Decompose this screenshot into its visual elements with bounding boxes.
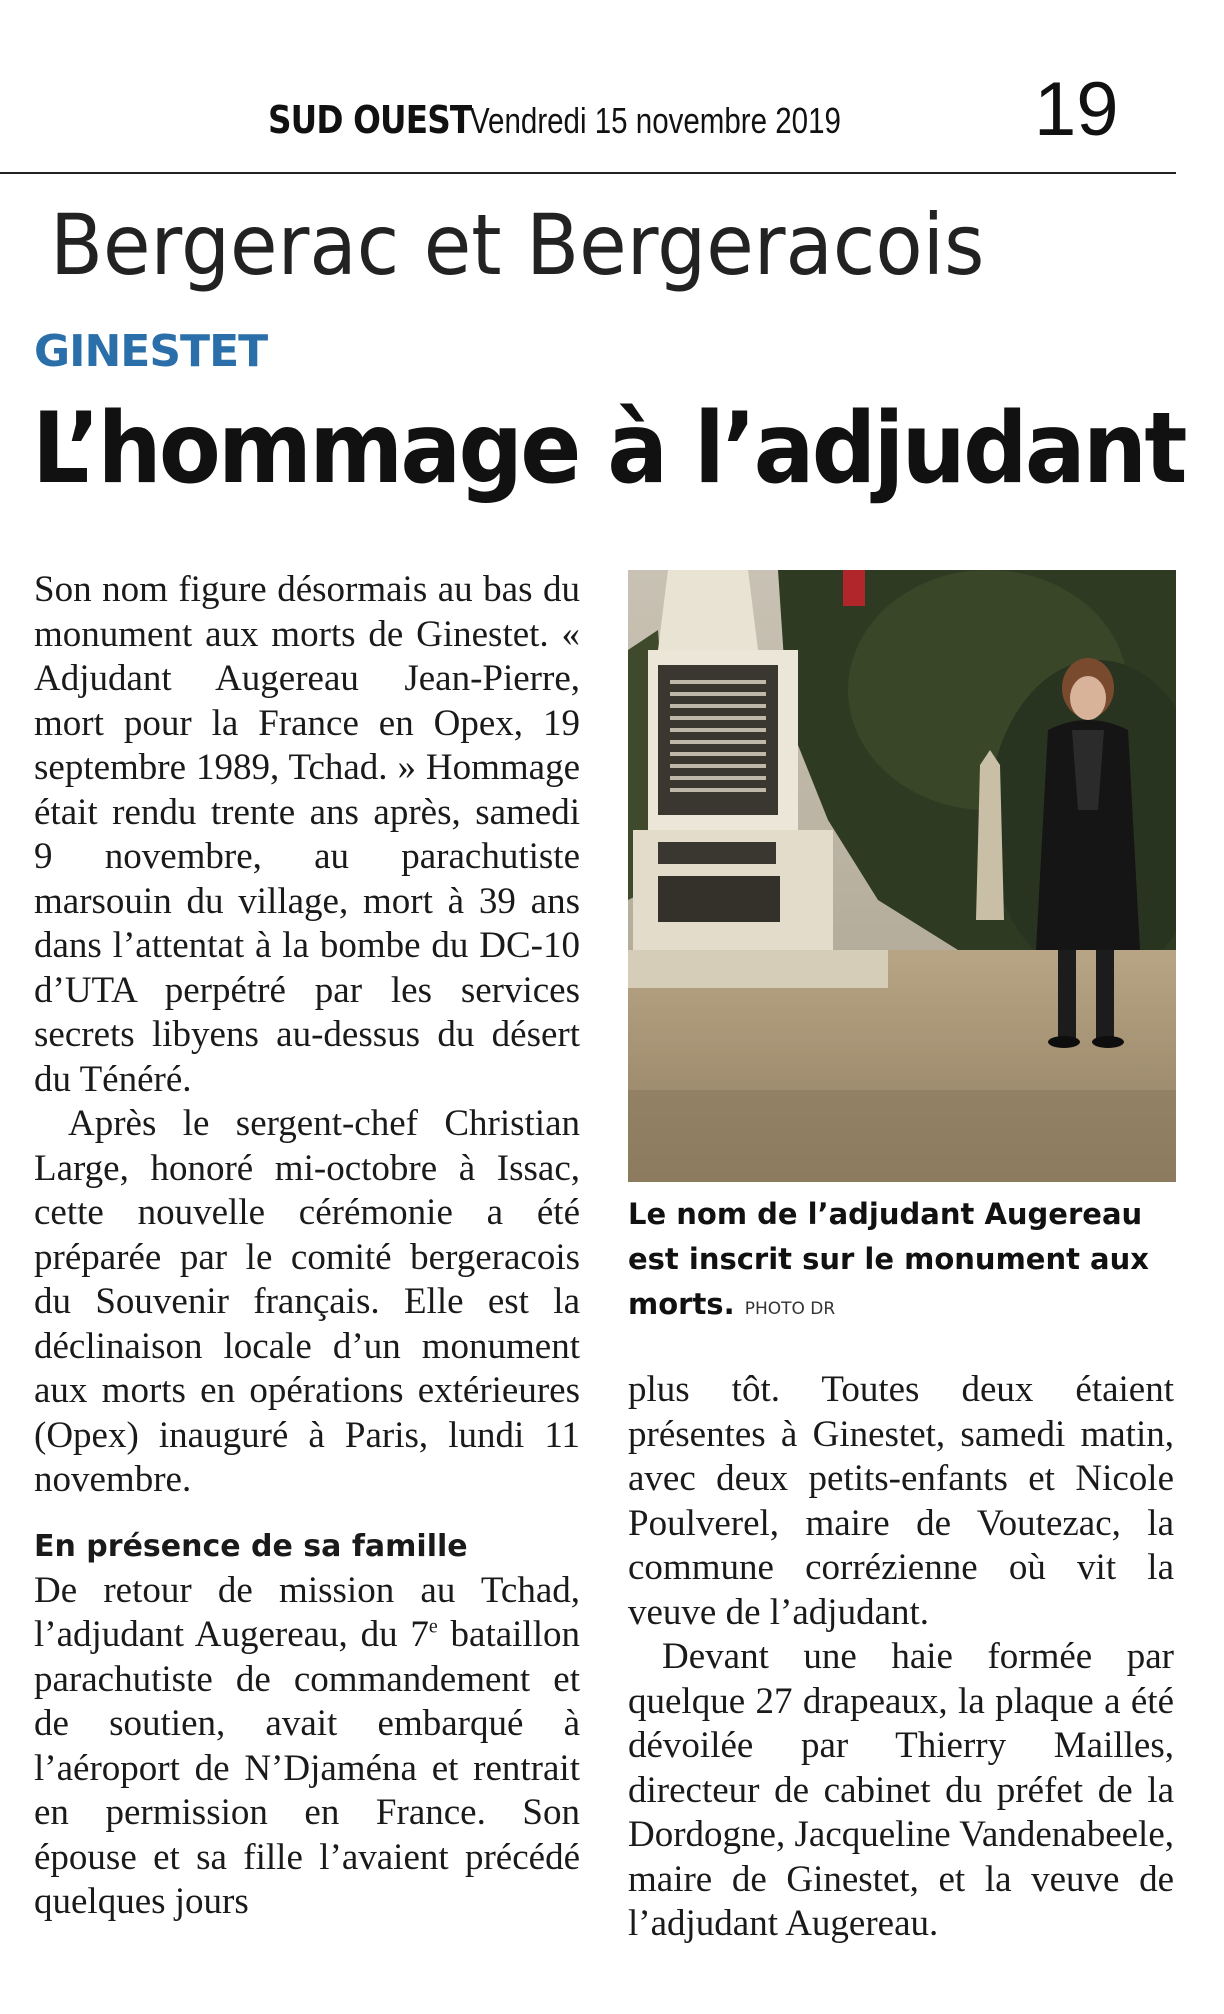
paragraph: Son nom figure désormais au bas du monument aux morts de Ginestet. « Adjudant Augereau Jean-Pierre, mort pour la France en Opex, 19 septembre 1989, Tchad. » Hommage était rendu trente ans après, samedi 9 novembre, au parachutiste marsouin du village, mort à 39 ans dans l’attentat à la bombe du DC-10 d’UTA perpétré par les services secrets libyens au-dessus du désert du Ténéré. (34, 569, 580, 1100)
monument-photo (628, 570, 1176, 1182)
paragraph: Devant une haie formée par quelque 27 drapeaux, la plaque a été dévoilée par Thierry Mailles, directeur de cabinet du préfet de la Dordogne, Jacqueline Vandenabeele, maire de Ginestet, et la veuve de l’adjudant Augereau. (628, 1636, 1174, 1944)
article-kicker: GINESTET (34, 326, 268, 377)
article-column-right (628, 1368, 1174, 1947)
page-number: 19 (1034, 67, 1119, 152)
article-column-left (34, 568, 580, 1925)
masthead (0, 60, 1224, 160)
newspaper-brand: SUD OUEST (268, 98, 472, 142)
masthead-rule (0, 172, 1176, 174)
photo-credit: PHOTO DR (744, 1299, 836, 1319)
paragraph: plus tôt. Toutes deux étaient présentes à Ginestet, samedi matin, avec deux petits-enfants et Nicole Poulverel, maire de Voutezac, la commune corrézienne où vit la veuve de l’adjudant. (628, 1369, 1174, 1633)
article-subhead: En présence de sa famille (34, 1528, 468, 1564)
section-title: Bergerac et Bergeracois (50, 196, 985, 294)
photo-caption (628, 1192, 1188, 1332)
paragraph: Après le sergent-chef Christian Large, honoré mi-octobre à Issac, cette nouvelle cérémonie a été préparée par le comité bergeracois du Souvenir français. Elle est la déclinaison locale d’un monument aux morts en opérations extérieures (Opex) inauguré à Paris, lundi 11 novembre. (34, 1103, 580, 1500)
article-headline: L’hommage à l’adjudant (32, 392, 1185, 506)
paragraph: De retour de mission au Tchad, l’adjudant Augereau, du 7e bataillon parachutiste de commandement et de soutien, avait embarqué à l’aéroport de N’Djaména et rentrait en permission en France. Son épouse et sa fille l’avaient précédé quelques jours (34, 1569, 580, 1922)
issue-date: Vendredi 15 novembre 2019 (470, 100, 841, 141)
caption-text: Le nom de l’adjudant Augereau est inscrit sur le monument aux morts. (628, 1197, 1149, 1321)
